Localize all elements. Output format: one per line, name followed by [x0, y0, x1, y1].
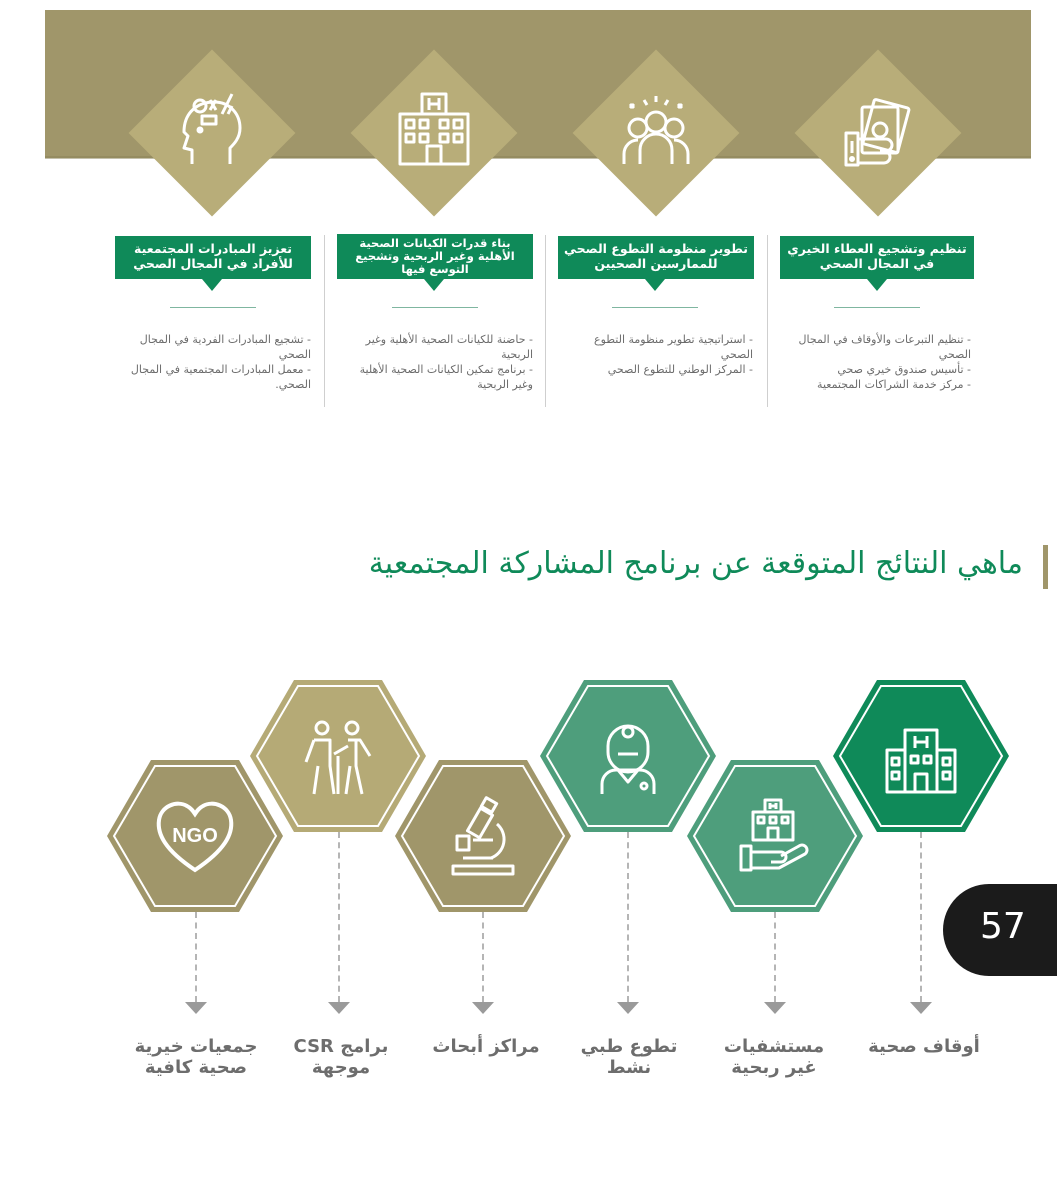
arrow-5	[185, 1002, 207, 1014]
microscope-icon	[443, 796, 523, 876]
divider	[767, 235, 768, 407]
result-label-4-line1: برامج CSR	[293, 1036, 389, 1057]
result-label-2	[549, 1036, 709, 1078]
connector-4	[338, 832, 340, 1002]
hospital-icon	[881, 716, 961, 796]
connector-5	[195, 912, 197, 1002]
col-0-item-1: - تأسيس صندوق خيري صحي	[837, 363, 971, 376]
divider	[545, 235, 546, 407]
col-3-items	[126, 332, 311, 392]
col-0-title-pointer	[867, 279, 887, 291]
result-label-1-line2: غير ربحية	[731, 1057, 817, 1078]
col-3-title-pointer	[202, 279, 222, 291]
col-0-items	[786, 332, 971, 392]
col-0-item-2: - مركز خدمة الشراكات المجتمعية	[817, 378, 971, 391]
money-hand-icon	[838, 93, 918, 173]
ngo-heart-icon	[155, 796, 235, 876]
col-3-title: تعزيز المبادرات المجتمعية للأفراد في المجال الصحي	[115, 236, 311, 279]
arrow-1	[764, 1002, 786, 1014]
arrow-2	[617, 1002, 639, 1014]
col-2-item-1: - برنامج تمكين الكيانات الصحية الأهلية وغير الربحية	[359, 363, 533, 391]
col-1-item-0: - استراتيجية تطوير منظومة التطوع الصحي	[594, 333, 753, 361]
col-2-underline	[392, 307, 478, 308]
col-2-items	[348, 332, 533, 392]
result-label-5-line2: صحية كافية	[144, 1057, 248, 1078]
head-ideas-icon	[172, 88, 252, 168]
col-0-item-0: - تنظيم التبرعات والأوقاف في المجال الصحي	[798, 333, 971, 361]
connector-1	[774, 912, 776, 1002]
col-0-underline	[834, 307, 920, 308]
result-label-1	[694, 1036, 854, 1078]
result-label-5	[116, 1036, 276, 1078]
result-label-2-line1: تطوع طبي	[580, 1036, 678, 1057]
result-label-0	[844, 1036, 1004, 1057]
col-2-title-pointer	[424, 279, 444, 291]
result-label-5-line1: جمعيات خيرية	[134, 1036, 258, 1057]
doctor-icon	[588, 716, 668, 796]
result-label-4-line2: موجهة	[311, 1057, 371, 1078]
col-3-underline	[170, 307, 256, 308]
ngo-text: NGO	[172, 825, 218, 847]
arrow-3	[472, 1002, 494, 1014]
arrow-0	[910, 1002, 932, 1014]
divider	[324, 235, 325, 407]
col-2-item-0: - حاضنة للكيانات الصحية الأهلية وغير الربحية	[365, 333, 533, 361]
result-label-1-line1: مستشفيات	[723, 1036, 825, 1057]
heading-accent-bar	[1043, 545, 1048, 589]
col-3-item-1: - معمل المبادرات المجتمعية في المجال الصحي.	[130, 363, 311, 391]
page-number: 57	[980, 906, 1026, 947]
result-label-3-line1: مراكز أبحاث	[432, 1036, 540, 1057]
col-0-title: تنظيم وتشجيع العطاء الخيري في المجال الصحي	[780, 236, 974, 279]
connector-3	[482, 912, 484, 1002]
result-label-4	[261, 1036, 421, 1078]
elderly-helping-icon	[298, 716, 378, 796]
hospital-building-icon	[394, 88, 474, 168]
connector-0	[920, 832, 922, 1002]
hex-result-5	[107, 760, 283, 912]
col-1-title: تطوير منظومة التطوع الصحي للممارسين الصحيين	[558, 236, 754, 279]
result-label-3	[406, 1036, 566, 1057]
volunteers-group-icon	[616, 88, 696, 168]
result-label-2-line2: نشط	[606, 1057, 652, 1078]
hospital-hand-icon	[735, 796, 815, 876]
col-1-underline	[612, 307, 698, 308]
col-1-title-pointer	[645, 279, 665, 291]
result-label-0-line1: أوقاف صحية	[868, 1036, 980, 1057]
col-1-items	[568, 332, 753, 377]
arrow-4	[328, 1002, 350, 1014]
connector-2	[627, 832, 629, 1002]
section-heading: ماهي النتائج المتوقعة عن برنامج المشاركة المجتمعية	[368, 546, 1023, 581]
col-1-item-1: - المركز الوطني للتطوع الصحي	[607, 363, 753, 376]
col-2-title: بناء قدرات الكيانات الصحية الأهلية وغير الربحية وتشجيع التوسع فيها	[337, 234, 533, 279]
col-3-item-0: - تشجيع المبادرات الفردية في المجال الصحي	[139, 333, 311, 361]
